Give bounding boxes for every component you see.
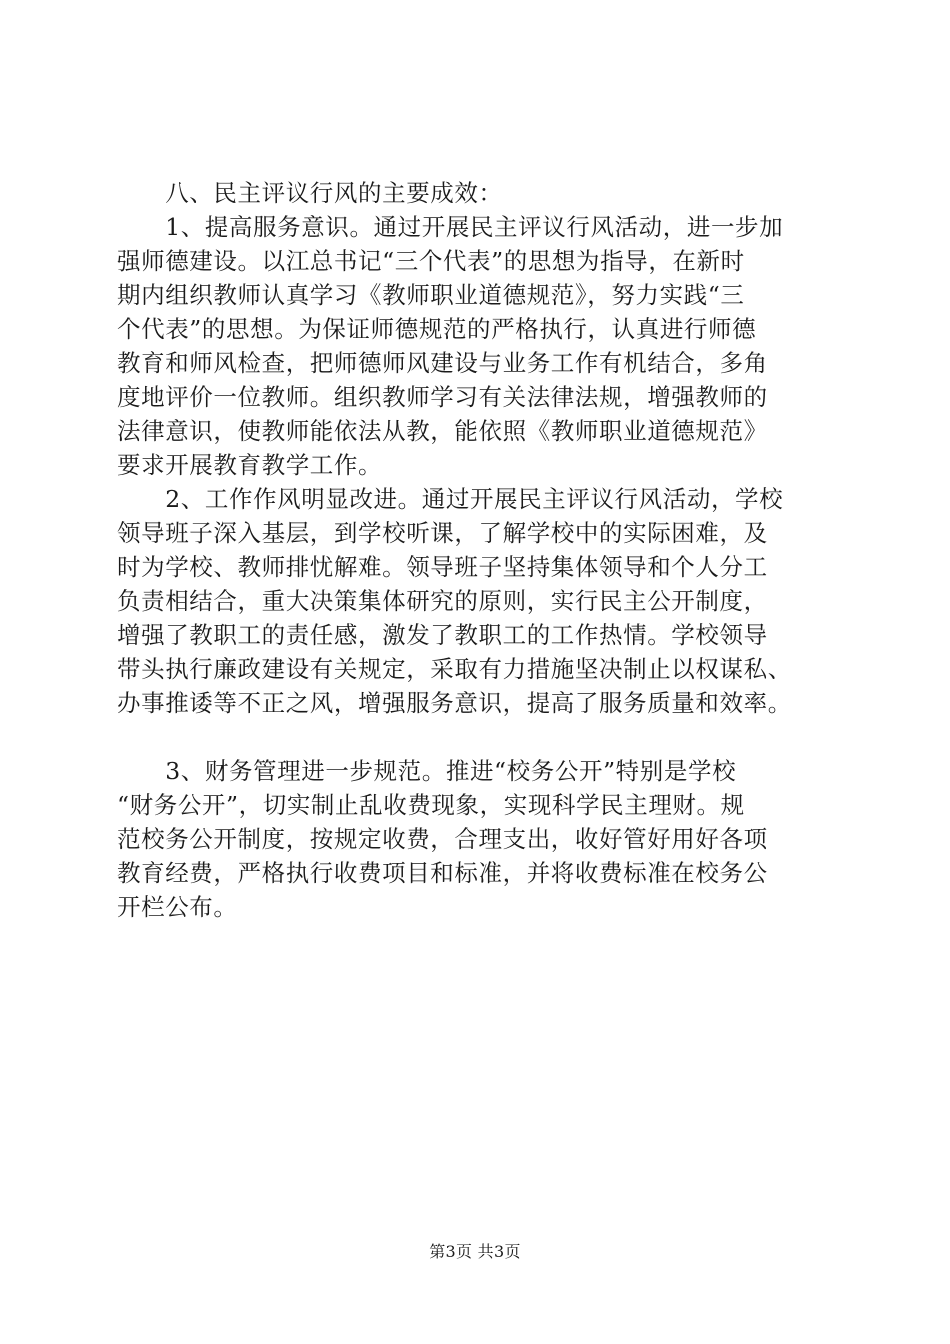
paragraph-3-line: “财务公开”，切实制止乱收费现象，实现科学民主理财。规 — [117, 791, 745, 819]
paragraph-1-line: 度地评价一位教师。组织教师学习有关法律法规，增强教师的 — [117, 383, 768, 411]
paragraph-2-line: 办事推诿等不正之风，增强服务意识，提高了服务质量和效率。 — [117, 689, 792, 717]
paragraph-3-line: 范校务公开制度，按规定收费，合理支出，收好管好用好各项 — [117, 825, 768, 853]
paragraph-3-line: 开栏公布。 — [117, 893, 238, 921]
paragraph-1-line: 法律意识，使教师能依法从教，能依照《教师职业道德规范》 — [117, 417, 768, 445]
paragraph-1-line: 要求开展教育教学工作。 — [117, 451, 383, 479]
paragraph-3-line: 教育经费，严格执行收费项目和标准，并将收费标准在校务公 — [117, 859, 768, 887]
paragraph-1-line: 期内组织教师认真学习《教师职业道德规范》，努力实践“三 — [117, 281, 745, 309]
paragraph-2-line: 增强了教职工的责任感，激发了教职工的工作热情。学校领导 — [117, 621, 768, 649]
section-heading: 八、民主评议行风的主要成效： — [117, 179, 503, 207]
paragraph-2-line: 时为学校、教师排忧解难。领导班子坚持集体领导和个人分工 — [117, 553, 768, 581]
paragraph-3-line: 3、财务管理进一步规范。推进“校务公开”特别是学校 — [117, 757, 737, 785]
paragraph-1-line: 1、提高服务意识。通过开展民主评议行风活动，进一步加 — [117, 213, 784, 241]
paragraph-2-line: 领导班子深入基层，到学校听课，了解学校中的实际困难，及 — [117, 519, 768, 547]
document-body — [117, 176, 855, 924]
blank-line — [117, 720, 855, 754]
paragraph-2-line: 带头执行廉政建设有关规定，采取有力措施坚决制止以权谋私、 — [117, 655, 792, 683]
paragraph-2-line: 负责相结合，重大决策集体研究的原则，实行民主公开制度， — [117, 587, 768, 615]
paragraph-1-line: 教育和师风检查，把师德师风建设与业务工作有机结合，多角 — [117, 349, 768, 377]
paragraph-2-line: 2、工作作风明显改进。通过开展民主评议行风活动，学校 — [117, 485, 784, 513]
paragraph-1-line: 个代表”的思想。为保证师德规范的严格执行，认真进行师德 — [117, 315, 757, 343]
page-number-footer: 第3页 共3页 — [429, 1242, 521, 1261]
paragraph-1-line: 强师德建设。以江总书记“三个代表”的思想为指导，在新时 — [117, 247, 745, 275]
